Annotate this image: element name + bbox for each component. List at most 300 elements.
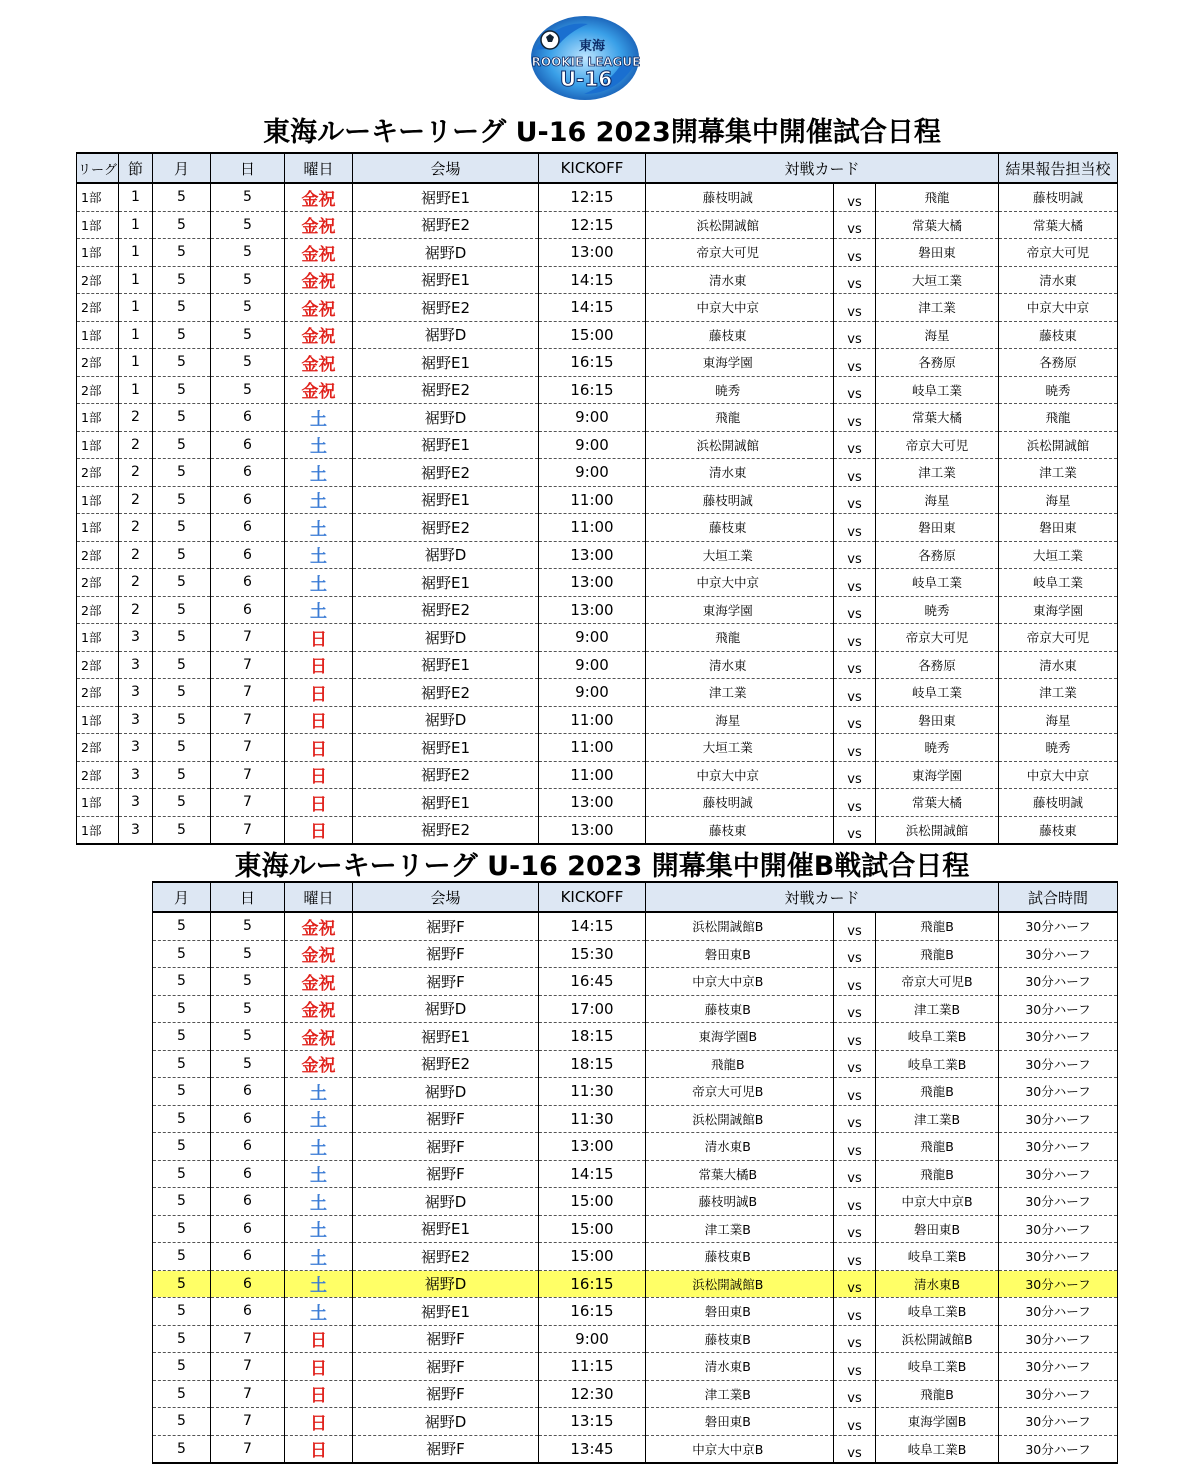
- dow-cell: 土: [285, 404, 353, 432]
- venue-cell: 裾野E1: [353, 789, 539, 817]
- dow-cell: 日: [285, 624, 353, 652]
- round-cell: 1: [119, 239, 153, 267]
- table-row: [77, 569, 1118, 597]
- card-spacer: [810, 1380, 834, 1408]
- table-row: [77, 624, 1118, 652]
- table-row: [153, 1325, 1118, 1353]
- league-cell: 1部: [77, 706, 119, 734]
- table-row: [153, 940, 1118, 968]
- dow-cell: 日: [285, 1435, 353, 1463]
- home-team: 清水東: [646, 651, 810, 679]
- match-time-cell: 30分ハーフ: [999, 1435, 1118, 1463]
- month-cell: 5: [153, 239, 211, 267]
- table-row: [77, 239, 1118, 267]
- card-spacer: [810, 1133, 834, 1161]
- card-spacer: [810, 706, 834, 734]
- dow-cell: 土: [285, 1133, 353, 1161]
- home-team: 東海学園B: [646, 1023, 810, 1051]
- header-month: 月: [153, 153, 211, 183]
- day-cell: 7: [211, 679, 285, 707]
- away-team: 海星: [876, 321, 999, 349]
- header-dow: 曜日: [285, 882, 353, 912]
- away-team: 津工業B: [876, 1105, 999, 1133]
- home-team: 藤枝東B: [646, 995, 810, 1023]
- card-spacer: [810, 349, 834, 377]
- header-venue: 会場: [353, 882, 539, 912]
- month-cell: 5: [153, 294, 211, 322]
- home-team: 中京大中京B: [646, 1435, 810, 1463]
- kickoff-cell: 12:15: [539, 183, 646, 211]
- header-card: 対戦カード: [646, 153, 999, 183]
- card-spacer: [810, 995, 834, 1023]
- month-cell: 5: [153, 1215, 211, 1243]
- dow-cell: 金祝: [285, 183, 353, 211]
- vs-label: vs: [834, 1105, 876, 1133]
- match-time-cell: 30分ハーフ: [999, 1298, 1118, 1326]
- home-team: 浜松開誠館: [646, 431, 810, 459]
- dow-cell: 金祝: [285, 995, 353, 1023]
- home-team: 中京大中京B: [646, 968, 810, 996]
- vs-label: vs: [834, 431, 876, 459]
- month-cell: 5: [153, 211, 211, 239]
- header-month: 月: [153, 882, 211, 912]
- venue-cell: 裾野F: [353, 940, 539, 968]
- kickoff-cell: 17:00: [539, 995, 646, 1023]
- kickoff-cell: 13:00: [539, 569, 646, 597]
- kickoff-cell: 12:15: [539, 211, 646, 239]
- month-cell: 5: [153, 1243, 211, 1271]
- card-spacer: [810, 761, 834, 789]
- venue-cell: 裾野F: [353, 1435, 539, 1463]
- vs-label: vs: [834, 239, 876, 267]
- header-round: 節: [119, 153, 153, 183]
- card-spacer: [810, 266, 834, 294]
- dow-cell: 金祝: [285, 349, 353, 377]
- report-school-cell: 飛龍: [999, 404, 1118, 432]
- dow-cell: 日: [285, 706, 353, 734]
- vs-label: vs: [834, 706, 876, 734]
- month-cell: 5: [153, 376, 211, 404]
- dow-cell: 土: [285, 1270, 353, 1298]
- kickoff-cell: 15:00: [539, 1188, 646, 1216]
- card-spacer: [810, 321, 834, 349]
- vs-label: vs: [834, 321, 876, 349]
- kickoff-cell: 13:00: [539, 541, 646, 569]
- table-row: [153, 912, 1118, 940]
- home-team: 大垣工業: [646, 734, 810, 762]
- venue-cell: 裾野F: [353, 1380, 539, 1408]
- table-row: [77, 349, 1118, 377]
- dow-cell: 土: [285, 1078, 353, 1106]
- match-time-cell: 30分ハーフ: [999, 1353, 1118, 1381]
- kickoff-cell: 9:00: [539, 459, 646, 487]
- venue-cell: 裾野E1: [353, 349, 539, 377]
- card-spacer: [810, 789, 834, 817]
- day-cell: 6: [211, 1243, 285, 1271]
- away-team: 常葉大橘: [876, 789, 999, 817]
- report-school-cell: 大垣工業: [999, 541, 1118, 569]
- day-cell: 7: [211, 1380, 285, 1408]
- match-time-cell: 30分ハーフ: [999, 1380, 1118, 1408]
- venue-cell: 裾野D: [353, 239, 539, 267]
- title-main-schedule: 東海ルーキーリーグ U-16 2023開幕集中開催試合日程: [263, 117, 941, 148]
- vs-label: vs: [834, 1270, 876, 1298]
- card-spacer: [810, 459, 834, 487]
- report-school-cell: 磐田東: [999, 514, 1118, 542]
- month-cell: 5: [153, 1078, 211, 1106]
- day-cell: 5: [211, 349, 285, 377]
- venue-cell: 裾野E2: [353, 679, 539, 707]
- home-team: 藤枝明誠: [646, 183, 810, 211]
- month-cell: 5: [153, 1105, 211, 1133]
- away-team: 飛龍B: [876, 940, 999, 968]
- dow-cell: 日: [285, 789, 353, 817]
- day-cell: 6: [211, 1270, 285, 1298]
- vs-label: vs: [834, 541, 876, 569]
- day-cell: 5: [211, 294, 285, 322]
- venue-cell: 裾野E1: [353, 266, 539, 294]
- day-cell: 7: [211, 816, 285, 844]
- home-team: 浜松開誠館B: [646, 1105, 810, 1133]
- table-row: [153, 1160, 1118, 1188]
- home-team: 清水東: [646, 459, 810, 487]
- home-team: 浜松開誠館B: [646, 912, 810, 940]
- home-team: 津工業B: [646, 1215, 810, 1243]
- vs-label: vs: [834, 1325, 876, 1353]
- month-cell: 5: [153, 459, 211, 487]
- vs-label: vs: [834, 1298, 876, 1326]
- match-time-cell: 30分ハーフ: [999, 1105, 1118, 1133]
- dow-cell: 土: [285, 541, 353, 569]
- vs-label: vs: [834, 459, 876, 487]
- away-team: 岐阜工業: [876, 376, 999, 404]
- title-b-schedule: 東海ルーキーリーグ U-16 2023 開幕集中開催B戦試合日程: [234, 851, 970, 882]
- home-team: 藤枝東: [646, 816, 810, 844]
- report-school-cell: 帝京大可児: [999, 624, 1118, 652]
- kickoff-cell: 9:00: [539, 624, 646, 652]
- match-time-cell: 30分ハーフ: [999, 912, 1118, 940]
- day-cell: 5: [211, 995, 285, 1023]
- home-team: 清水東B: [646, 1133, 810, 1161]
- report-school-cell: 常葉大橘: [999, 211, 1118, 239]
- table-row: [153, 1408, 1118, 1436]
- kickoff-cell: 9:00: [539, 1325, 646, 1353]
- league-cell: 2部: [77, 541, 119, 569]
- round-cell: 1: [119, 211, 153, 239]
- venue-cell: 裾野F: [353, 1353, 539, 1381]
- vs-label: vs: [834, 1078, 876, 1106]
- month-cell: 5: [153, 349, 211, 377]
- round-cell: 2: [119, 431, 153, 459]
- logo-line2: ROOKIE LEAGUE: [531, 55, 641, 69]
- report-school-cell: 暁秀: [999, 734, 1118, 762]
- home-team: 磐田東B: [646, 1408, 810, 1436]
- home-team: 東海学園: [646, 596, 810, 624]
- away-team: 飛龍B: [876, 1380, 999, 1408]
- kickoff-cell: 9:00: [539, 651, 646, 679]
- away-team: 各務原: [876, 651, 999, 679]
- table-row: [153, 1188, 1118, 1216]
- home-team: 浜松開誠館B: [646, 1270, 810, 1298]
- card-spacer: [810, 1215, 834, 1243]
- vs-label: vs: [834, 1160, 876, 1188]
- day-cell: 7: [211, 789, 285, 817]
- home-team: 藤枝明誠B: [646, 1188, 810, 1216]
- vs-label: vs: [834, 486, 876, 514]
- rookie-league-logo: [528, 10, 642, 102]
- month-cell: 5: [153, 1023, 211, 1051]
- home-team: 常葉大橘B: [646, 1160, 810, 1188]
- vs-label: vs: [834, 761, 876, 789]
- away-team: 磐田東: [876, 239, 999, 267]
- kickoff-cell: 9:00: [539, 404, 646, 432]
- kickoff-cell: 14:15: [539, 1160, 646, 1188]
- round-cell: 2: [119, 404, 153, 432]
- dow-cell: 土: [285, 1298, 353, 1326]
- month-cell: 5: [153, 706, 211, 734]
- report-school-cell: 各務原: [999, 349, 1118, 377]
- month-cell: 5: [153, 968, 211, 996]
- home-team: 津工業B: [646, 1380, 810, 1408]
- table1-header-row: [77, 153, 1118, 183]
- away-team: 帝京大可児: [876, 624, 999, 652]
- kickoff-cell: 9:00: [539, 431, 646, 459]
- venue-cell: 裾野E2: [353, 1050, 539, 1078]
- away-team: 津工業B: [876, 995, 999, 1023]
- away-team: 岐阜工業: [876, 569, 999, 597]
- kickoff-cell: 16:15: [539, 376, 646, 404]
- report-school-cell: 津工業: [999, 459, 1118, 487]
- league-cell: 2部: [77, 459, 119, 487]
- table-row: [77, 679, 1118, 707]
- card-spacer: [810, 569, 834, 597]
- venue-cell: 裾野E1: [353, 734, 539, 762]
- report-school-cell: 藤枝東: [999, 321, 1118, 349]
- league-cell: 1部: [77, 321, 119, 349]
- card-spacer: [810, 1243, 834, 1271]
- venue-cell: 裾野E2: [353, 514, 539, 542]
- card-spacer: [810, 1353, 834, 1381]
- venue-cell: 裾野E1: [353, 1215, 539, 1243]
- table-row: [153, 1215, 1118, 1243]
- home-team: 中京大中京: [646, 294, 810, 322]
- day-cell: 5: [211, 211, 285, 239]
- month-cell: 5: [153, 183, 211, 211]
- dow-cell: 金祝: [285, 912, 353, 940]
- header-match-time: 試合時間: [999, 882, 1118, 912]
- venue-cell: 裾野E1: [353, 431, 539, 459]
- month-cell: 5: [153, 624, 211, 652]
- vs-label: vs: [834, 404, 876, 432]
- month-cell: 5: [153, 541, 211, 569]
- day-cell: 5: [211, 940, 285, 968]
- away-team: 飛龍B: [876, 1160, 999, 1188]
- dow-cell: 土: [285, 1105, 353, 1133]
- vs-label: vs: [834, 651, 876, 679]
- month-cell: 5: [153, 404, 211, 432]
- dow-cell: 土: [285, 1243, 353, 1271]
- home-team: 東海学園: [646, 349, 810, 377]
- round-cell: 1: [119, 321, 153, 349]
- league-cell: 2部: [77, 266, 119, 294]
- card-spacer: [810, 211, 834, 239]
- venue-cell: 裾野E2: [353, 761, 539, 789]
- venue-cell: 裾野D: [353, 1270, 539, 1298]
- venue-cell: 裾野D: [353, 706, 539, 734]
- venue-cell: 裾野E1: [353, 1298, 539, 1326]
- kickoff-cell: 14:15: [539, 294, 646, 322]
- away-team: 岐阜工業B: [876, 1023, 999, 1051]
- match-time-cell: 30分ハーフ: [999, 1078, 1118, 1106]
- dow-cell: 金祝: [285, 968, 353, 996]
- report-school-cell: 海星: [999, 706, 1118, 734]
- venue-cell: 裾野D: [353, 1078, 539, 1106]
- vs-label: vs: [834, 1188, 876, 1216]
- kickoff-cell: 9:00: [539, 679, 646, 707]
- league-cell: 1部: [77, 211, 119, 239]
- league-cell: 1部: [77, 514, 119, 542]
- vs-label: vs: [834, 995, 876, 1023]
- round-cell: 1: [119, 349, 153, 377]
- venue-cell: 裾野D: [353, 404, 539, 432]
- table-row: [153, 1243, 1118, 1271]
- day-cell: 6: [211, 486, 285, 514]
- match-time-cell: 30分ハーフ: [999, 1243, 1118, 1271]
- dow-cell: 日: [285, 761, 353, 789]
- table-row: [77, 734, 1118, 762]
- round-cell: 2: [119, 514, 153, 542]
- home-team: 飛龍: [646, 404, 810, 432]
- day-cell: 7: [211, 624, 285, 652]
- vs-label: vs: [834, 1243, 876, 1271]
- month-cell: 5: [153, 569, 211, 597]
- table-row: [77, 321, 1118, 349]
- venue-cell: 裾野E1: [353, 486, 539, 514]
- report-school-cell: 清水東: [999, 266, 1118, 294]
- round-cell: 3: [119, 624, 153, 652]
- card-spacer: [810, 486, 834, 514]
- venue-cell: 裾野E2: [353, 376, 539, 404]
- card-spacer: [810, 376, 834, 404]
- vs-label: vs: [834, 514, 876, 542]
- card-spacer: [810, 541, 834, 569]
- away-team: 飛龍: [876, 183, 999, 211]
- vs-label: vs: [834, 1215, 876, 1243]
- round-cell: 1: [119, 294, 153, 322]
- round-cell: 2: [119, 486, 153, 514]
- month-cell: 5: [153, 266, 211, 294]
- away-team: 岐阜工業B: [876, 1050, 999, 1078]
- home-team: 清水東: [646, 266, 810, 294]
- day-cell: 5: [211, 239, 285, 267]
- report-school-cell: 藤枝明誠: [999, 183, 1118, 211]
- card-spacer: [810, 294, 834, 322]
- away-team: 帝京大可児B: [876, 968, 999, 996]
- kickoff-cell: 13:00: [539, 1133, 646, 1161]
- dow-cell: 金祝: [285, 266, 353, 294]
- card-spacer: [810, 1078, 834, 1106]
- dow-cell: 土: [285, 486, 353, 514]
- vs-label: vs: [834, 789, 876, 817]
- dow-cell: 日: [285, 734, 353, 762]
- vs-label: vs: [834, 349, 876, 377]
- card-spacer: [810, 912, 834, 940]
- home-team: 大垣工業: [646, 541, 810, 569]
- league-cell: 2部: [77, 651, 119, 679]
- card-spacer: [810, 734, 834, 762]
- home-team: 中京大中京: [646, 569, 810, 597]
- header-day: 日: [211, 153, 285, 183]
- round-cell: 3: [119, 761, 153, 789]
- match-time-cell: 30分ハーフ: [999, 968, 1118, 996]
- month-cell: 5: [153, 1353, 211, 1381]
- vs-label: vs: [834, 940, 876, 968]
- match-time-cell: 30分ハーフ: [999, 1133, 1118, 1161]
- day-cell: 5: [211, 376, 285, 404]
- table-row: [153, 995, 1118, 1023]
- round-cell: 3: [119, 789, 153, 817]
- kickoff-cell: 14:15: [539, 266, 646, 294]
- league-cell: 2部: [77, 679, 119, 707]
- header-dow: 曜日: [285, 153, 353, 183]
- kickoff-cell: 11:00: [539, 734, 646, 762]
- vs-label: vs: [834, 266, 876, 294]
- card-spacer: [810, 968, 834, 996]
- day-cell: 5: [211, 968, 285, 996]
- vs-label: vs: [834, 596, 876, 624]
- league-cell: 1部: [77, 404, 119, 432]
- day-cell: 6: [211, 596, 285, 624]
- card-spacer: [810, 596, 834, 624]
- kickoff-cell: 13:00: [539, 789, 646, 817]
- away-team: 暁秀: [876, 596, 999, 624]
- league-cell: 2部: [77, 761, 119, 789]
- day-cell: 5: [211, 183, 285, 211]
- day-cell: 5: [211, 1050, 285, 1078]
- round-cell: 3: [119, 816, 153, 844]
- dow-cell: 金祝: [285, 321, 353, 349]
- venue-cell: 裾野E2: [353, 596, 539, 624]
- away-team: 岐阜工業B: [876, 1353, 999, 1381]
- table-row: [153, 1050, 1118, 1078]
- card-spacer: [810, 1270, 834, 1298]
- vs-label: vs: [834, 1353, 876, 1381]
- card-spacer: [810, 624, 834, 652]
- report-school-cell: 暁秀: [999, 376, 1118, 404]
- match-time-cell: 30分ハーフ: [999, 1408, 1118, 1436]
- venue-cell: 裾野E1: [353, 1023, 539, 1051]
- home-team: 帝京大可児: [646, 239, 810, 267]
- match-time-cell: 30分ハーフ: [999, 1325, 1118, 1353]
- venue-cell: 裾野E1: [353, 183, 539, 211]
- venue-cell: 裾野D: [353, 995, 539, 1023]
- table-row: [153, 1105, 1118, 1133]
- header-kickoff: KICKOFF: [539, 153, 646, 183]
- kickoff-cell: 16:15: [539, 349, 646, 377]
- home-team: 藤枝東B: [646, 1243, 810, 1271]
- kickoff-cell: 14:15: [539, 912, 646, 940]
- away-team: 岐阜工業B: [876, 1435, 999, 1463]
- day-cell: 5: [211, 321, 285, 349]
- day-cell: 7: [211, 1435, 285, 1463]
- month-cell: 5: [153, 486, 211, 514]
- dow-cell: 金祝: [285, 376, 353, 404]
- table-row: [77, 816, 1118, 844]
- table-row: [77, 211, 1118, 239]
- day-cell: 5: [211, 266, 285, 294]
- card-spacer: [810, 1408, 834, 1436]
- month-cell: 5: [153, 912, 211, 940]
